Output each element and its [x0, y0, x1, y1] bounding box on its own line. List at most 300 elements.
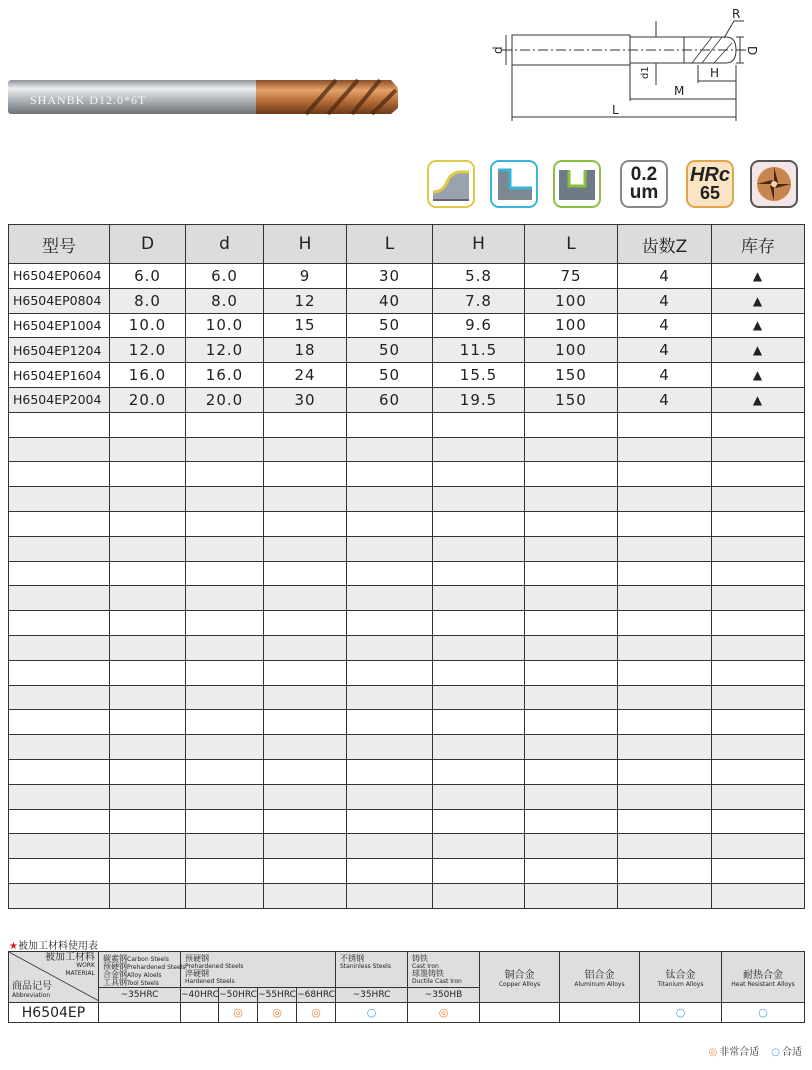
- empty-cell: [110, 462, 186, 487]
- empty-cell: [264, 586, 347, 611]
- material-title-text: 被加工材料使用表: [17, 941, 98, 952]
- table-header-row: [9, 225, 805, 264]
- empty-cell: [712, 412, 805, 437]
- empty-cell: [9, 809, 110, 834]
- empty-cell: [347, 685, 433, 710]
- empty-cell: [186, 561, 264, 586]
- value-cell: 9.6: [433, 313, 525, 338]
- steel-type-en: Prehardened Steels: [127, 964, 186, 971]
- empty-row: [9, 784, 805, 809]
- empty-cell: [433, 635, 525, 660]
- empty-cell: [618, 735, 712, 760]
- value-cell: 7.8: [433, 288, 525, 313]
- value-cell: 4: [618, 313, 712, 338]
- empty-cell: [525, 437, 618, 462]
- label-R: R: [732, 7, 741, 21]
- shoulder-milling-icon: [490, 160, 538, 208]
- empty-cell: [618, 710, 712, 735]
- value-cell: 11.5: [433, 338, 525, 363]
- empty-cell: [186, 611, 264, 636]
- empty-cell: [525, 809, 618, 834]
- cast-iron-en-1: Cast Iron: [412, 963, 439, 970]
- stock-cell: ▲: [712, 338, 805, 363]
- empty-cell: [712, 685, 805, 710]
- empty-cell: [712, 586, 805, 611]
- empty-cell: [110, 784, 186, 809]
- suitability-mark: [99, 1003, 181, 1023]
- empty-cell: [433, 412, 525, 437]
- empty-cell: [433, 437, 525, 462]
- value-cell: 20.0: [186, 387, 264, 412]
- empty-cell: [264, 834, 347, 859]
- empty-cell: [525, 635, 618, 660]
- suitability-mark: [181, 1003, 219, 1023]
- empty-cell: [9, 412, 110, 437]
- empty-cell: [433, 561, 525, 586]
- table-row: [9, 264, 805, 289]
- empty-cell: [110, 809, 186, 834]
- value-cell: 50: [347, 313, 433, 338]
- suitable-label: 合适: [782, 1047, 802, 1058]
- empty-cell: [9, 660, 110, 685]
- empty-row: [9, 735, 805, 760]
- label-H: H: [710, 66, 720, 80]
- empty-row: [9, 883, 805, 908]
- empty-cell: [712, 635, 805, 660]
- precision-unit: um: [629, 182, 659, 203]
- steel-type-cn: 碳素钢: [103, 954, 127, 963]
- empty-cell: [186, 710, 264, 735]
- empty-cell: [264, 784, 347, 809]
- empty-row: [9, 437, 805, 462]
- value-cell: 4: [618, 387, 712, 412]
- hardened-en-1: Prehardened Steels: [185, 963, 244, 970]
- empty-cell: [433, 487, 525, 512]
- four-flute-icon: [750, 160, 798, 208]
- hardness-range: ~40HRC: [181, 988, 219, 1003]
- empty-cell: [712, 487, 805, 512]
- value-cell: 12.0: [110, 338, 186, 363]
- value-cell: 100: [525, 338, 618, 363]
- material-rating-row: [9, 1003, 805, 1023]
- empty-cell: [618, 834, 712, 859]
- empty-cell: [264, 536, 347, 561]
- empty-cell: [525, 561, 618, 586]
- stainless-header: [336, 952, 408, 988]
- empty-cell: [186, 635, 264, 660]
- empty-cell: [525, 586, 618, 611]
- end-mill-photo: [6, 70, 406, 122]
- empty-row: [9, 660, 805, 685]
- empty-cell: [433, 710, 525, 735]
- cast-iron-en-2: Ductile Cast Iron: [412, 978, 462, 985]
- empty-cell: [433, 784, 525, 809]
- suitability-mark: ○: [722, 1003, 805, 1023]
- empty-cell: [618, 809, 712, 834]
- empty-cell: [618, 635, 712, 660]
- label-M: M: [674, 84, 685, 98]
- empty-cell: [9, 685, 110, 710]
- precision-value: 0.2: [630, 164, 658, 185]
- value-cell: 30: [264, 387, 347, 412]
- suitability-mark: ◎: [219, 1003, 258, 1023]
- hardness-unit: HRc: [689, 164, 730, 186]
- empty-cell: [110, 561, 186, 586]
- empty-cell: [433, 611, 525, 636]
- label-d: d: [491, 46, 505, 54]
- empty-cell: [525, 883, 618, 908]
- empty-cell: [712, 834, 805, 859]
- empty-cell: [347, 586, 433, 611]
- value-cell: 16.0: [186, 363, 264, 388]
- empty-row: [9, 536, 805, 561]
- value-cell: 9: [264, 264, 347, 289]
- empty-cell: [618, 859, 712, 884]
- empty-cell: [712, 809, 805, 834]
- suitability-mark: ◎: [408, 1003, 480, 1023]
- value-cell: 100: [525, 288, 618, 313]
- empty-row: [9, 759, 805, 784]
- value-cell: 4: [618, 363, 712, 388]
- empty-cell: [618, 536, 712, 561]
- titanium-en: Titanium Alloys: [657, 981, 704, 988]
- value-cell: 50: [347, 363, 433, 388]
- empty-cell: [618, 462, 712, 487]
- empty-cell: [712, 437, 805, 462]
- empty-cell: [9, 883, 110, 908]
- hardness-range: ~35HRC: [99, 988, 181, 1003]
- empty-cell: [433, 735, 525, 760]
- empty-cell: [525, 735, 618, 760]
- empty-cell: [712, 883, 805, 908]
- empty-cell: [712, 511, 805, 536]
- hardened-cn-2: 淬硬钢: [185, 969, 209, 978]
- empty-cell: [110, 511, 186, 536]
- titanium-cn: 钛合金: [665, 970, 696, 981]
- empty-cell: [9, 710, 110, 735]
- value-cell: 60: [347, 387, 433, 412]
- empty-cell: [347, 660, 433, 685]
- table-row: [9, 363, 805, 388]
- empty-cell: [618, 511, 712, 536]
- column-header: H: [264, 225, 347, 264]
- empty-cell: [186, 883, 264, 908]
- value-cell: 19.5: [433, 387, 525, 412]
- hardness-range: ~350HB: [408, 988, 480, 1003]
- very-suitable-label: 非常合适: [719, 1047, 760, 1058]
- empty-cell: [264, 462, 347, 487]
- empty-cell: [264, 759, 347, 784]
- hardness-range: ~35HRC: [336, 988, 408, 1003]
- empty-cell: [264, 809, 347, 834]
- value-cell: 40: [347, 288, 433, 313]
- empty-cell: [433, 685, 525, 710]
- column-header: L: [347, 225, 433, 264]
- value-cell: 8.0: [186, 288, 264, 313]
- work-material-en2: MATERIAL: [65, 970, 95, 977]
- cast-iron-cn-2: 球墨铸铁: [412, 969, 444, 978]
- empty-cell: [9, 735, 110, 760]
- empty-cell: [9, 586, 110, 611]
- empty-row: [9, 710, 805, 735]
- empty-row: [9, 635, 805, 660]
- steel-type-en: Tool Steels: [127, 980, 159, 987]
- empty-cell: [347, 859, 433, 884]
- steel-group-header: [99, 952, 186, 988]
- heat-resistant-cn: 耐热合金: [743, 970, 783, 981]
- empty-cell: [110, 735, 186, 760]
- empty-row: [9, 809, 805, 834]
- aluminum-cn: 铝合金: [584, 970, 615, 981]
- empty-cell: [347, 611, 433, 636]
- empty-cell: [347, 536, 433, 561]
- slot-milling-icon: [553, 160, 601, 208]
- empty-cell: [110, 759, 186, 784]
- empty-cell: [347, 710, 433, 735]
- empty-cell: [110, 883, 186, 908]
- value-cell: 18: [264, 338, 347, 363]
- empty-cell: [712, 784, 805, 809]
- empty-cell: [525, 412, 618, 437]
- empty-cell: [347, 759, 433, 784]
- empty-row: [9, 511, 805, 536]
- shank-marking: SHANBK D12.0*6T: [30, 93, 147, 107]
- label-L: L: [612, 103, 619, 117]
- suitability-mark: ◎: [258, 1003, 297, 1023]
- stainless-cn: 不锈钢: [340, 954, 364, 963]
- heat-resistant-en: Heat Resistant Alloys: [731, 981, 795, 988]
- empty-cell: [264, 511, 347, 536]
- table-row: [9, 288, 805, 313]
- heat-resistant-header: [722, 952, 805, 1003]
- empty-cell: [712, 660, 805, 685]
- suitability-mark: ◎: [297, 1003, 336, 1023]
- value-cell: 10.0: [110, 313, 186, 338]
- empty-cell: [264, 859, 347, 884]
- empty-cell: [110, 685, 186, 710]
- steel-type-en: Carbon Steels: [127, 956, 169, 963]
- empty-cell: [264, 561, 347, 586]
- value-cell: 8.0: [110, 288, 186, 313]
- empty-cell: [433, 809, 525, 834]
- empty-cell: [618, 487, 712, 512]
- stock-cell: ▲: [712, 264, 805, 289]
- empty-cell: [525, 462, 618, 487]
- empty-cell: [618, 784, 712, 809]
- model-cell: H6504EP1604: [9, 363, 110, 388]
- empty-cell: [347, 511, 433, 536]
- hardened-cn-1: 预硬钢: [185, 954, 209, 963]
- empty-cell: [433, 883, 525, 908]
- hardness-range: ~68HRC: [297, 988, 336, 1003]
- empty-cell: [264, 611, 347, 636]
- label-D: D: [745, 46, 759, 56]
- column-header: d: [186, 225, 264, 264]
- column-header: 型号: [9, 225, 110, 264]
- suitability-mark: ○: [336, 1003, 408, 1023]
- table-row: [9, 313, 805, 338]
- steel-type-cn: 工具钢: [103, 978, 127, 987]
- empty-cell: [347, 784, 433, 809]
- empty-cell: [433, 660, 525, 685]
- empty-cell: [712, 462, 805, 487]
- empty-cell: [618, 586, 712, 611]
- material-usage-table: [8, 951, 805, 1023]
- hardened-en-2: Hardened Steels: [185, 978, 235, 985]
- empty-cell: [433, 462, 525, 487]
- precision-icon: [620, 160, 668, 208]
- empty-row: [9, 487, 805, 512]
- value-cell: 30: [347, 264, 433, 289]
- empty-cell: [712, 759, 805, 784]
- steel-type-en: Alloy Aloels: [127, 972, 162, 979]
- empty-cell: [186, 759, 264, 784]
- empty-cell: [186, 511, 264, 536]
- value-cell: 75: [525, 264, 618, 289]
- empty-cell: [712, 710, 805, 735]
- hardened-group-header: [181, 952, 336, 988]
- empty-cell: [110, 635, 186, 660]
- aluminum-en: Aluminum Alloys: [574, 981, 625, 988]
- model-cell: H6504EP0804: [9, 288, 110, 313]
- empty-cell: [186, 859, 264, 884]
- model-cell: H6504EP2004: [9, 387, 110, 412]
- model-cell: H6504EP0604: [9, 264, 110, 289]
- star-icon: ★: [9, 941, 18, 952]
- empty-cell: [186, 412, 264, 437]
- empty-cell: [618, 412, 712, 437]
- product-code: H6504EP: [9, 1003, 99, 1023]
- model-cell: H6504EP1004: [9, 313, 110, 338]
- empty-row: [9, 859, 805, 884]
- material-table-title: [9, 937, 98, 952]
- empty-cell: [264, 487, 347, 512]
- specification-table: [8, 224, 805, 909]
- empty-row: [9, 586, 805, 611]
- empty-cell: [433, 536, 525, 561]
- empty-cell: [110, 834, 186, 859]
- empty-cell: [186, 487, 264, 512]
- empty-cell: [618, 660, 712, 685]
- empty-cell: [525, 784, 618, 809]
- empty-cell: [712, 561, 805, 586]
- suitable-icon: ○: [771, 1047, 780, 1058]
- very-suitable-icon: ◎: [708, 1047, 718, 1058]
- column-header: D: [110, 225, 186, 264]
- empty-row: [9, 561, 805, 586]
- empty-row: [9, 611, 805, 636]
- empty-cell: [712, 859, 805, 884]
- value-cell: 6.0: [186, 264, 264, 289]
- empty-cell: [264, 660, 347, 685]
- empty-cell: [264, 412, 347, 437]
- empty-cell: [9, 487, 110, 512]
- empty-row: [9, 834, 805, 859]
- empty-cell: [9, 635, 110, 660]
- empty-cell: [618, 685, 712, 710]
- empty-cell: [433, 859, 525, 884]
- value-cell: 24: [264, 363, 347, 388]
- empty-cell: [264, 883, 347, 908]
- value-cell: 50: [347, 338, 433, 363]
- value-cell: 15.5: [433, 363, 525, 388]
- empty-cell: [525, 611, 618, 636]
- column-header: L: [525, 225, 618, 264]
- value-cell: 10.0: [186, 313, 264, 338]
- empty-cell: [347, 635, 433, 660]
- empty-cell: [110, 611, 186, 636]
- value-cell: 5.8: [433, 264, 525, 289]
- steel-type-cn: 预硬钢: [103, 962, 127, 971]
- empty-cell: [264, 437, 347, 462]
- copper-en: Copper Alloys: [498, 981, 541, 988]
- value-cell: 12.0: [186, 338, 264, 363]
- hardness-icon: [686, 160, 734, 208]
- suitability-mark: [560, 1003, 640, 1023]
- empty-cell: [186, 536, 264, 561]
- empty-cell: [525, 759, 618, 784]
- empty-cell: [618, 611, 712, 636]
- cast-iron-header: [408, 952, 480, 988]
- empty-cell: [9, 462, 110, 487]
- empty-row: [9, 685, 805, 710]
- table-row: [9, 387, 805, 412]
- suitability-mark: [480, 1003, 560, 1023]
- stock-cell: ▲: [712, 313, 805, 338]
- suitability-legend: [709, 1043, 802, 1058]
- empty-row: [9, 462, 805, 487]
- empty-row: [9, 412, 805, 437]
- empty-cell: [525, 660, 618, 685]
- value-cell: 15: [264, 313, 347, 338]
- empty-cell: [9, 611, 110, 636]
- empty-cell: [186, 809, 264, 834]
- work-material-en1: WORK: [76, 962, 95, 969]
- work-material-cn: 被加工材料: [45, 952, 95, 963]
- empty-cell: [433, 586, 525, 611]
- value-cell: 4: [618, 288, 712, 313]
- stock-cell: ▲: [712, 288, 805, 313]
- empty-cell: [347, 561, 433, 586]
- empty-cell: [525, 487, 618, 512]
- label-d1: d1: [640, 66, 651, 79]
- suitability-mark: ○: [640, 1003, 722, 1023]
- value-cell: 4: [618, 338, 712, 363]
- empty-cell: [110, 487, 186, 512]
- empty-cell: [712, 735, 805, 760]
- empty-cell: [186, 462, 264, 487]
- empty-cell: [9, 784, 110, 809]
- empty-cell: [9, 511, 110, 536]
- hardness-range: ~50HRC: [219, 988, 258, 1003]
- empty-cell: [110, 859, 186, 884]
- empty-cell: [110, 412, 186, 437]
- empty-cell: [525, 834, 618, 859]
- empty-cell: [9, 437, 110, 462]
- empty-cell: [525, 536, 618, 561]
- value-cell: 150: [525, 363, 618, 388]
- empty-cell: [433, 759, 525, 784]
- empty-cell: [110, 536, 186, 561]
- stock-cell: ▲: [712, 363, 805, 388]
- abbreviation-cn: 商品记号: [12, 981, 52, 992]
- empty-cell: [347, 487, 433, 512]
- empty-cell: [9, 759, 110, 784]
- model-cell: H6504EP1204: [9, 338, 110, 363]
- empty-cell: [525, 859, 618, 884]
- empty-cell: [110, 586, 186, 611]
- empty-cell: [186, 784, 264, 809]
